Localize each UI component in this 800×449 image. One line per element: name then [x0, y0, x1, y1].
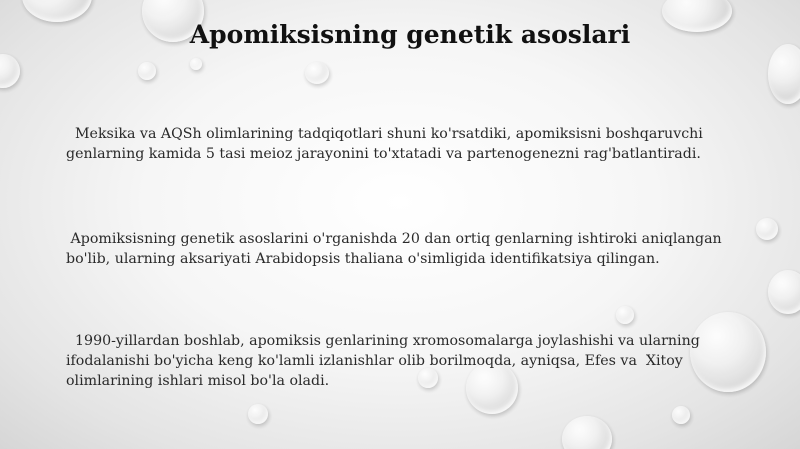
water-droplet: [672, 406, 690, 424]
water-droplet: [662, 0, 732, 32]
water-droplet: [562, 416, 612, 449]
water-droplet: [138, 62, 156, 80]
water-droplet: [248, 404, 268, 424]
paragraph-genetik-asoslar: Apomiksisning genetik asoslarini o'rganishda 20 dan ortiq genlarning ishtiroki aniqlangan bo'lib, ularning aksariyati Arabidopsis thaliana o'simligida identifikatsiya qilingan.: [66, 231, 727, 267]
water-droplet: [768, 270, 800, 314]
paragraph-meksika-aqsh: Meksika va AQSh olimlarining tadqiqotlari shuni ko'rsatdiki, apomiksisni boshqaruvchi genlarning kamida 5 tasi meioz jarayonini to'xtatadi va partenogenezni rag'batlantiradi.: [66, 126, 708, 162]
water-droplet: [756, 218, 778, 240]
paragraph-1990-yillar: 1990-yillardan boshlab, apomiksis genlarining xromosomalarga joylashishi va ularning ifodalanishi bo'yicha keng ko'lamli izlanishlar olib borilmoqda, ayniqsa, Efes va Xitoy olimlarining ishlari misol bo'la oladi.: [66, 333, 705, 389]
water-droplet: [305, 62, 329, 84]
water-droplet: [22, 0, 92, 22]
water-droplet: [190, 58, 202, 70]
water-droplet: [616, 306, 634, 324]
slide-title: Apomiksisning genetik asoslari: [189, 20, 631, 49]
water-droplet: [0, 54, 20, 88]
water-droplet: [768, 44, 800, 104]
